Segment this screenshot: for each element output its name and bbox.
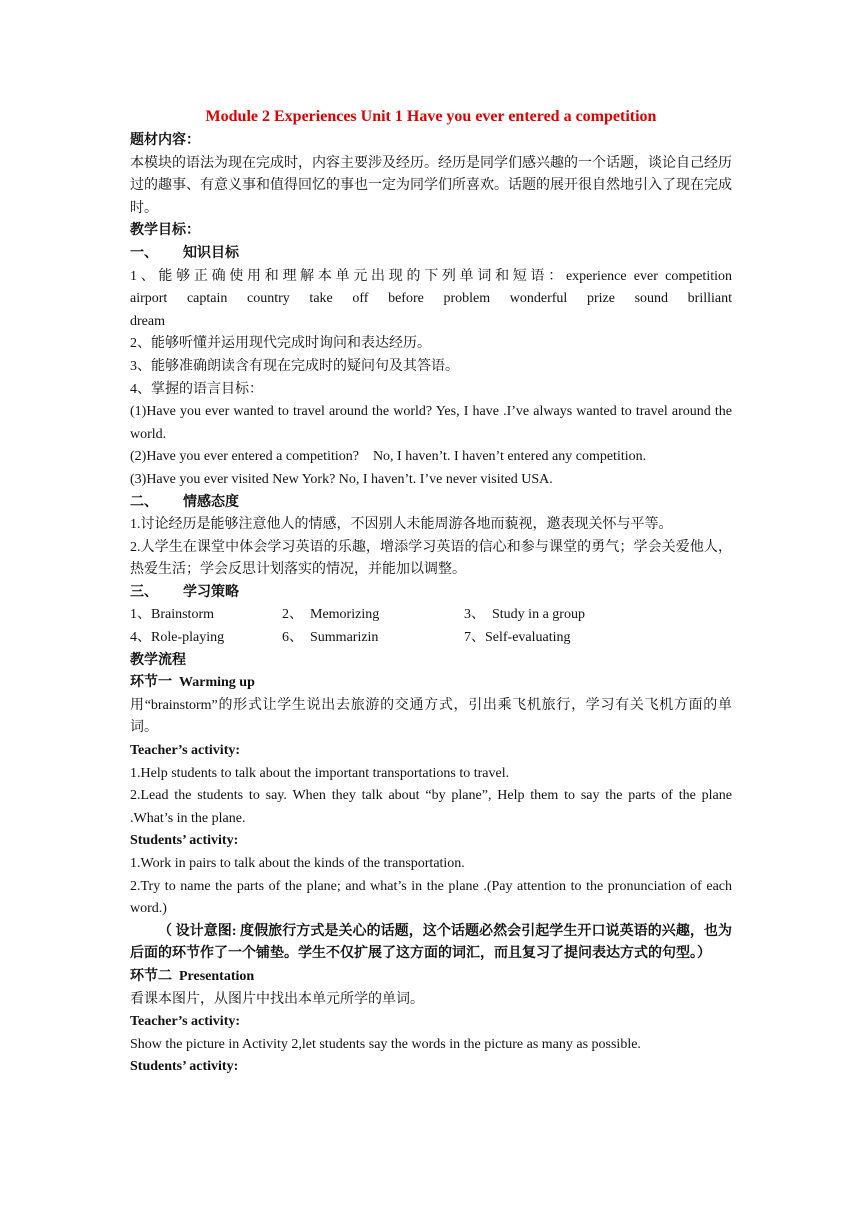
step-1-description: 用“brainstorm”的形式让学生说出去旅游的交通方式，引出乘飞机旅行，学习有关飞机方面的单词。 (130, 697, 732, 736)
students-activity-heading: Students’ activity: (130, 833, 239, 849)
attitude-item-2: 2.人学生在课堂中体会学习英语的乐趣，增添学习英语的信心和参与课堂的勇气；学会关爱他人，热爱生活；学会反思计划落实的情况，并能加以调整。 (130, 539, 732, 578)
teacher-activity-1: 1.Help students to talk about the important transportations to travel. (130, 765, 510, 781)
language-goal-1: (1)Have you ever wanted to travel around the world? Yes, I have .I’ve always wanted to travel around the world. (130, 404, 732, 442)
strategy-item: 1、Brainstorm (130, 607, 214, 623)
step-name: Warming up (179, 675, 255, 691)
section-number: 一、 (130, 245, 158, 261)
section-title: 情感态度 (183, 494, 239, 510)
language-goal-3: (3)Have you ever visited New York? No, I haven’t. I’ve never visited USA. (130, 471, 553, 487)
strategy-item: 2、 Memorizing (282, 607, 380, 623)
step-label: 环节二 (130, 968, 172, 984)
step-name: Presentation (179, 968, 255, 984)
step-1-heading (130, 672, 732, 695)
document-page (130, 106, 732, 1079)
topic-text: 本模块的语法为现在完成时，内容主要涉及经历。经历是同学们感兴趣的一个话题，谈论自己经历过的趣事、有意义事和值得回忆的事也一定为同学们所喜欢。话题的展开很自然地引入了现在完成时。 (130, 155, 732, 216)
design-intent-note: （ 设计意图: 度假旅行方式是关心的话题，这个话题必然会引起学生开口说英语的兴趣，也为后面的环节作了一个铺垫。学生不仅扩展了这方面的词汇，而且复习了提问表达方式的句型。） (130, 923, 732, 962)
strategy-row (130, 604, 732, 627)
process-heading: 教学流程 (130, 652, 186, 668)
knowledge-item-2: 2、能够听懂并运用现代完成时询问和表达经历。 (130, 336, 431, 352)
topic-heading: 题材内容： (130, 133, 200, 148)
document-title: Module 2 Experiences Unit 1 Have you ever entered a competition (205, 108, 657, 125)
strategy-item: 4、Role-playing (130, 630, 225, 646)
students-activity-heading-2: Students’ activity: (130, 1059, 239, 1075)
step-2-description: 看课本图片，从图片中找出本单元所学的单词。 (130, 991, 424, 1007)
strategy-item: 7、Self-evaluating (464, 630, 571, 646)
knowledge-item-1-line1: 1、能够正确使用和理解本单元出现的下列单词和短语：experience ever competition (130, 268, 732, 284)
section-knowledge (130, 243, 732, 266)
knowledge-item-4: 4、掌握的语言目标： (130, 381, 263, 397)
knowledge-item-1-line2: airport captain country take off before problem wonderful prize sound brilliant (130, 291, 732, 307)
strategy-item: 3、 Study in a group (464, 607, 585, 623)
step-2-heading (130, 966, 732, 989)
section-title: 知识目标 (183, 245, 239, 261)
step-label: 环节一 (130, 675, 172, 691)
goals-heading: 教学目标： (130, 223, 200, 239)
knowledge-item-3: 3、能够准确朗读含有现在完成时的疑问句及其答语。 (130, 358, 459, 374)
students-activity-1: 1.Work in pairs to talk about the kinds of the transportation. (130, 856, 465, 871)
strategy-row (130, 627, 732, 650)
language-goal-2: (2)Have you ever entered a competition? No, I haven’t. I haven’t entered any competition. (130, 449, 647, 465)
section-number: 三、 (130, 584, 158, 600)
knowledge-item-1-line3: dream (130, 313, 165, 329)
attitude-item-1: 1.讨论经历是能够注意他人的情感，不因别人未能周游各地而藐视，邀表现关怀与平等。 (130, 517, 673, 533)
teacher-activity-3: Show the picture in Activity 2,let students say the words in the picture as many as possible. (130, 1036, 641, 1052)
section-attitude (130, 492, 732, 515)
section-strategy (130, 582, 732, 605)
section-number: 二、 (130, 494, 158, 510)
section-title: 学习策略 (183, 584, 239, 600)
teacher-activity-heading: Teacher’s activity: (130, 743, 241, 759)
teacher-activity-heading-2: Teacher’s activity: (130, 1014, 241, 1030)
teacher-activity-2: 2.Lead the students to say. When they talk about “by plane”, Help them to say the parts of the plane .What’s in the plane. (130, 788, 732, 826)
students-activity-2: 2.Try to name the parts of the plane; and what’s in the plane .(Pay attention to the pronunciation of each word.) (130, 878, 732, 917)
strategy-item: 6、 Summarizin (282, 630, 379, 646)
